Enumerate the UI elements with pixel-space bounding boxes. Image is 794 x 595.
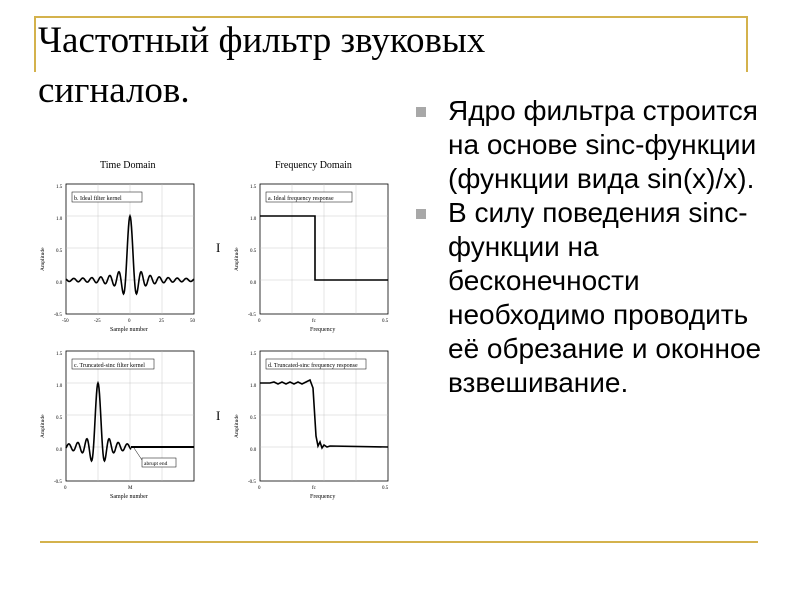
x-tick: fc [312, 319, 316, 324]
panel-ideal-frequency [234, 184, 389, 333]
y-tick: 0.0 [56, 448, 63, 453]
y-tick: -0.5 [54, 480, 62, 485]
panel-label: d. Truncated-sinc frequency response [268, 363, 358, 369]
x-tick: M [128, 486, 133, 491]
y-tick: 1.0 [250, 217, 257, 222]
y-tick: 1.0 [56, 384, 63, 389]
x-axis-label: Frequency [310, 327, 336, 333]
bullet-item [410, 196, 782, 400]
x-axis-label: Sample number [110, 327, 148, 333]
abrupt-end-annotation: abrupt end [144, 461, 168, 467]
title-vertical-rule [34, 16, 36, 72]
y-tick: 0.5 [56, 249, 63, 254]
x-tick: -25 [94, 319, 101, 324]
panel-ideal-kernel [40, 184, 196, 333]
x-tick: fc [312, 486, 316, 491]
y-tick: 0.5 [250, 416, 257, 421]
y-axis-label: Amplitude [234, 247, 240, 271]
square-bullet-icon [416, 107, 426, 117]
x-tick: 25 [159, 319, 164, 324]
y-tick: 1.5 [56, 352, 63, 357]
y-tick: 1.5 [56, 185, 63, 190]
bullet-text: Ядро фильтра строится на основе sinc-функции (функции вида sin(x)/x). [448, 95, 758, 194]
transform-arrow-icon: I [216, 240, 221, 255]
y-tick: -0.5 [54, 313, 62, 318]
panel-label: c. Truncated-sinc filter kernel [74, 363, 145, 369]
panel-label: b. Ideal filter kernel [74, 196, 122, 202]
right-vertical-rule [746, 16, 748, 72]
x-tick: 0 [258, 319, 261, 324]
x-tick: 0 [64, 486, 67, 491]
time-domain-header: Time Domain [100, 160, 156, 171]
x-axis-label: Frequency [310, 494, 336, 500]
y-tick: -0.5 [248, 313, 256, 318]
transform-arrow-icon: I [216, 408, 221, 423]
bullet-list [410, 94, 782, 400]
x-tick: 50 [190, 319, 195, 324]
square-bullet-icon [416, 209, 426, 219]
y-axis-label: Amplitude [234, 414, 240, 438]
y-tick: 1.0 [250, 384, 257, 389]
x-tick: 0 [128, 319, 131, 324]
x-tick: 0.5 [382, 486, 389, 491]
x-axis-label: Sample number [110, 494, 148, 500]
x-tick: -50 [62, 319, 69, 324]
frequency-domain-header: Frequency Domain [275, 160, 352, 171]
truncated-sinc-curve [66, 383, 131, 461]
y-tick: 1.5 [250, 352, 257, 357]
y-tick: 0.0 [250, 448, 257, 453]
bullet-item [410, 94, 782, 196]
bottom-rule [40, 541, 758, 543]
y-tick: 1.5 [250, 185, 257, 190]
x-tick: 0.5 [382, 319, 389, 324]
figure-svg [30, 146, 410, 506]
slide-title: Частотный фильтр звуковых сигналов. [38, 20, 486, 111]
panel-label: a. Ideal frequency response [268, 196, 334, 202]
panel-truncated-frequency [234, 351, 389, 500]
bullet-text: В силу поведения sinc-функции на бесконечности необходимо проводить её обрезание и оконное взвешивание. [448, 197, 762, 398]
y-tick: 0.5 [56, 416, 63, 421]
filter-figure [30, 146, 410, 506]
y-tick: 0.0 [250, 281, 257, 286]
y-tick: 1.0 [56, 217, 63, 222]
y-axis-label: Amplitude [40, 414, 46, 438]
x-tick: 0 [258, 486, 261, 491]
y-tick: 0.0 [56, 281, 63, 286]
y-tick: 0.5 [250, 249, 257, 254]
panel-truncated-kernel [40, 351, 194, 500]
y-axis-label: Amplitude [40, 247, 46, 271]
y-tick: -0.5 [248, 480, 256, 485]
